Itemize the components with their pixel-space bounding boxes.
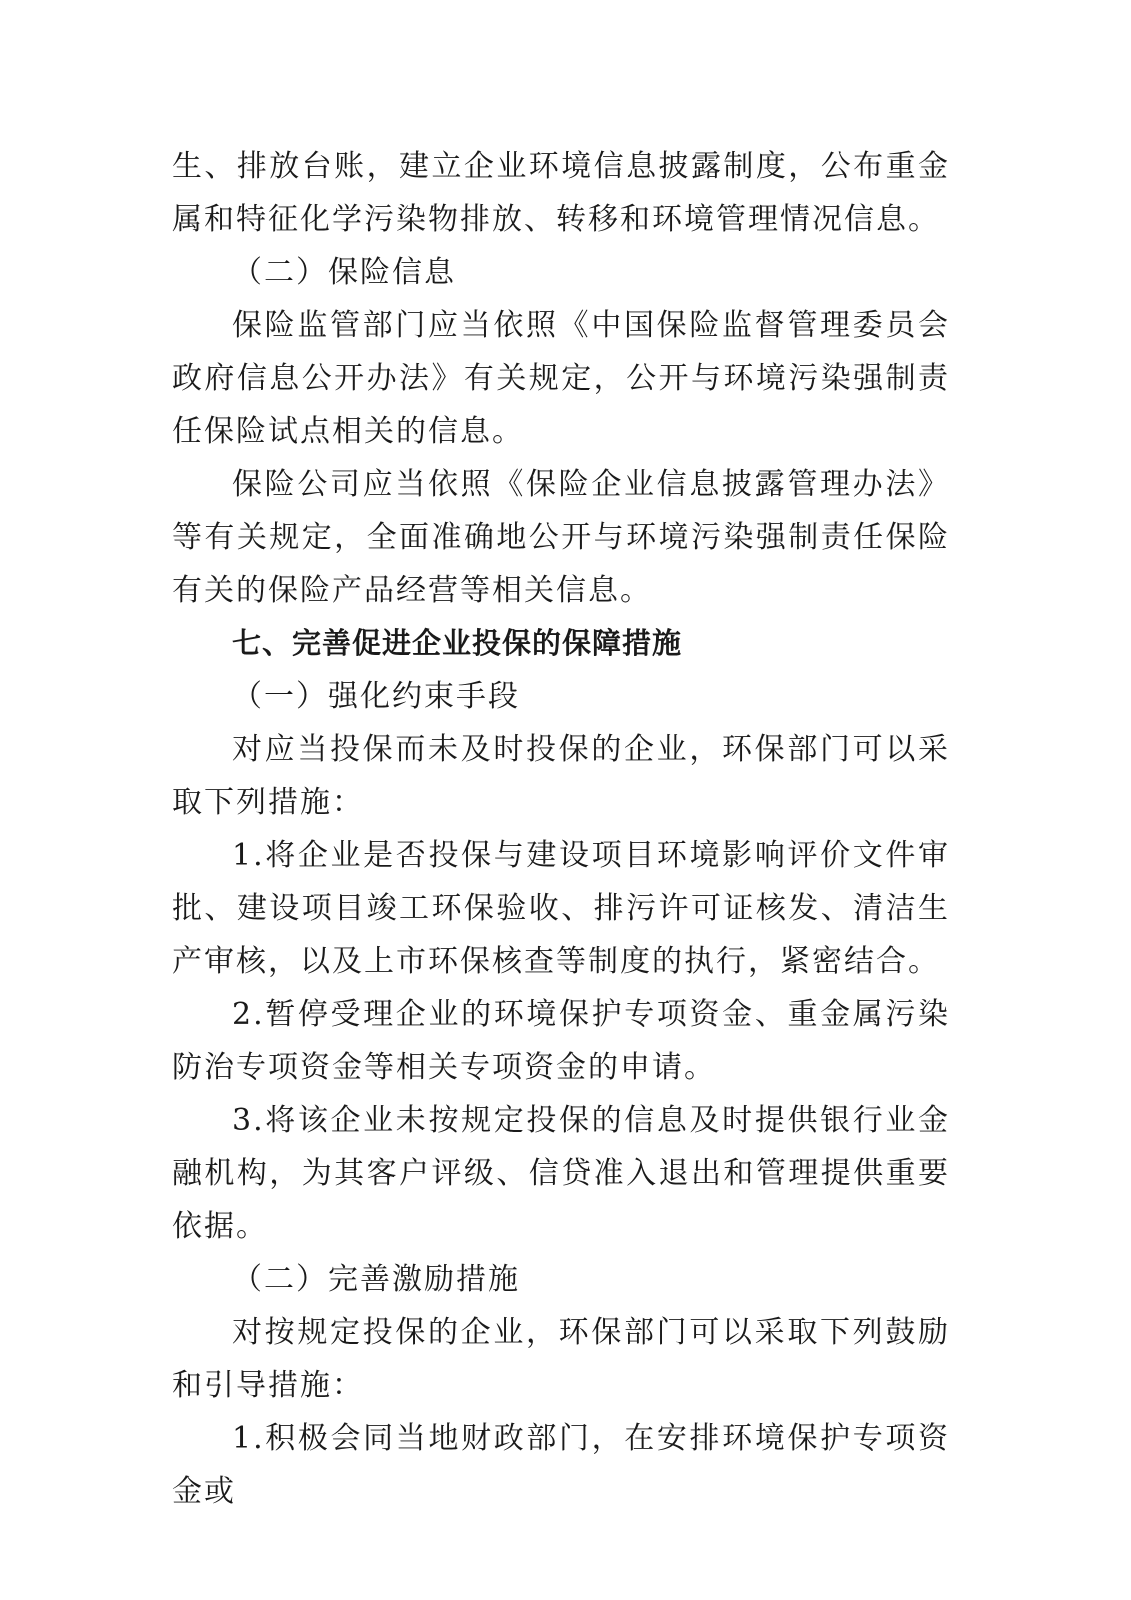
subheading-constraint-measures: （一）强化约束手段 [232,679,520,714]
list-item-incentive-1: 1.积极会同当地财政部门，在安排环境保护专项资金或 [172,1421,950,1509]
list-item-constraint-2: 2.暂停受理企业的环境保护专项资金、重金属污染防治专项资金等相关专项资金的申请。 [172,997,950,1085]
list-item-constraint-3: 3.将该企业未按规定投保的信息及时提供银行业金融机构，为其客户评级、信贷准入退出和管理提供重要依据。 [172,1103,950,1244]
paragraph-disclosure-continuation: 生、排放台账，建立企业环境信息披露制度，公布重金属和特征化学污染物排放、转移和环境管理情况信息。 [172,149,950,237]
subheading-incentive-measures: （二）完善激励措施 [232,1262,520,1297]
paragraph-regulator-disclosure: 保险监管部门应当依照《中国保险监督管理委员会政府信息公开办法》有关规定，公开与环境污染强制责任保险试点相关的信息。 [172,308,950,449]
section-heading-7: 七、完善促进企业投保的保障措施 [232,626,683,660]
list-item-constraint-1: 1.将企业是否投保与建设项目环境影响评价文件审批、建设项目竣工环保验收、排污许可证核发、清洁生产审核，以及上市环保核查等制度的执行，紧密结合。 [172,838,950,979]
paragraph-constraint-intro: 对应当投保而未及时投保的企业，环保部门可以采取下列措施： [172,732,950,820]
subheading-insurance-info: （二）保险信息 [232,255,456,290]
paragraph-incentive-intro: 对按规定投保的企业，环保部门可以采取下列鼓励和引导措施： [172,1315,950,1403]
document-body [172,140,950,1518]
paragraph-insurer-disclosure: 保险公司应当依照《保险企业信息披露管理办法》等有关规定，全面准确地公开与环境污染强制责任保险有关的保险产品经营等相关信息。 [172,467,950,608]
